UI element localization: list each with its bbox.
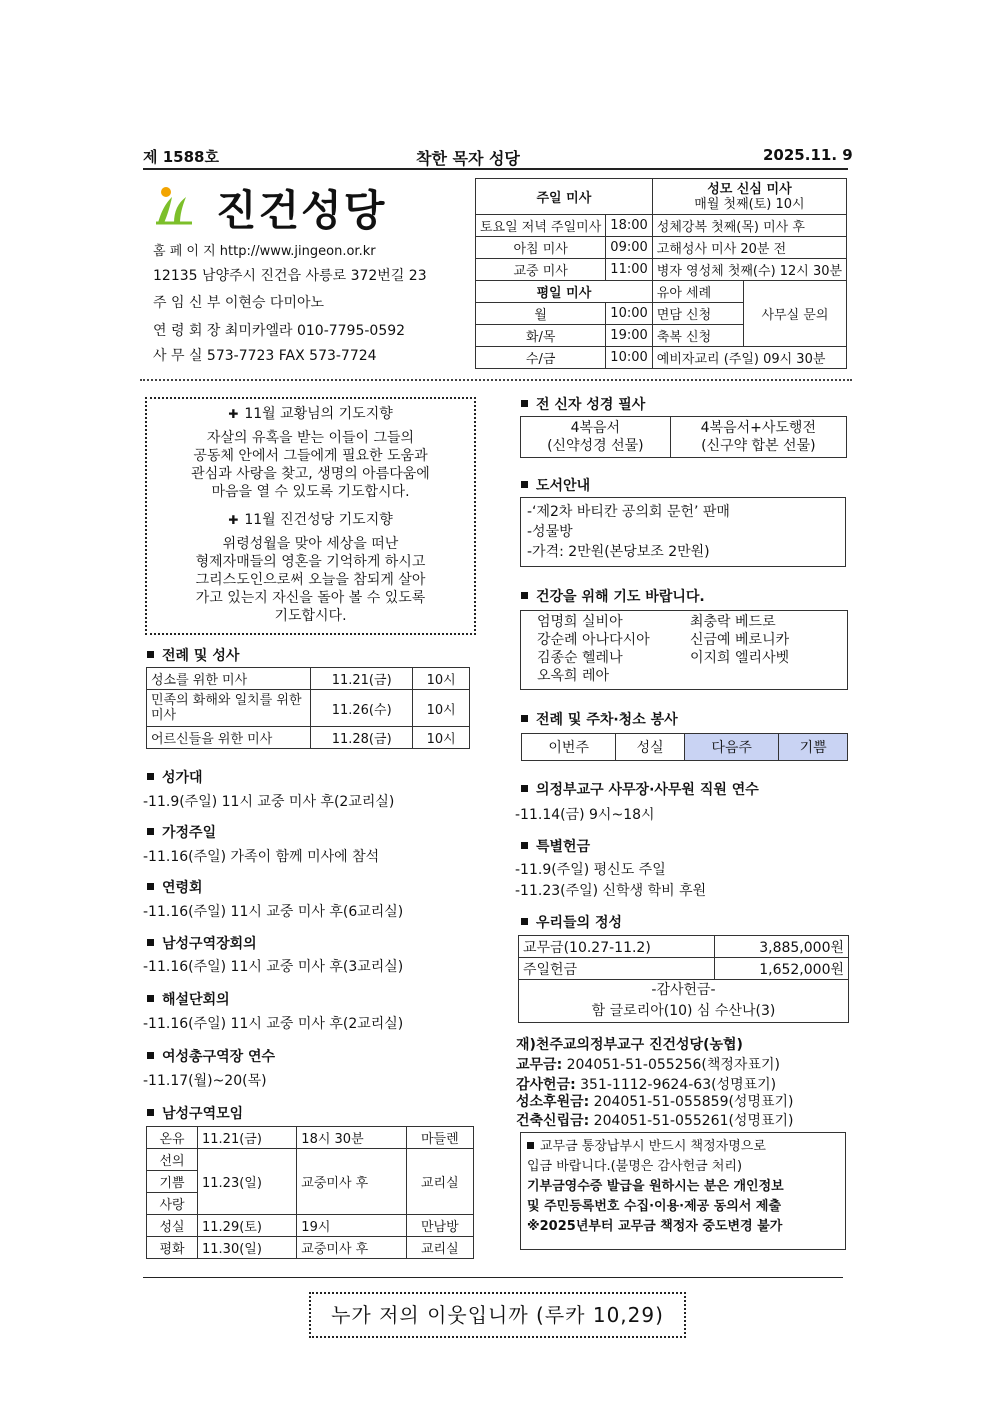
office-inquiry: 사무실 문의 bbox=[743, 281, 846, 347]
men-district-table bbox=[146, 1126, 474, 1259]
section-title-text: 남성구역장회의 bbox=[162, 936, 257, 952]
notice-line: 입금 바랍니다.(불명은 감사헌금 처리) bbox=[527, 1159, 743, 1174]
account-line bbox=[516, 1110, 794, 1130]
mass-name: 아침 미사 bbox=[476, 237, 606, 259]
section-title-text: 해설단회의 bbox=[162, 992, 230, 1008]
bullet-square-icon bbox=[147, 1052, 154, 1059]
funeral-society-title bbox=[147, 877, 203, 897]
district-name: 평화 bbox=[147, 1237, 198, 1259]
district-place: 교리실 bbox=[406, 1149, 473, 1215]
section-title-text: 가정주일 bbox=[162, 825, 217, 841]
health-box bbox=[520, 610, 848, 690]
district-date: 11.21(금) bbox=[198, 1127, 297, 1149]
district-place: 마들렌 bbox=[406, 1127, 473, 1149]
account-value: 204051-51-055256(책정자표기) bbox=[562, 1057, 780, 1073]
books-line: -성물방 bbox=[527, 524, 573, 540]
bullet-square-icon bbox=[521, 592, 528, 599]
district-time: 18시 30분 bbox=[297, 1127, 406, 1149]
commentators-text: -11.16(주일) 11시 교중 미사 후(2교리실) bbox=[143, 1016, 404, 1032]
prayer-intentions-box bbox=[145, 397, 476, 635]
district-name: 기쁨 bbox=[147, 1171, 198, 1193]
bullet-square-icon bbox=[521, 842, 528, 849]
prayer-title-1-text: 11월 교황님의 기도지향 bbox=[244, 406, 393, 422]
bullet-square-icon bbox=[521, 481, 528, 488]
liturgy-table bbox=[146, 667, 470, 749]
health-name: 강순례 아나다시아 bbox=[537, 632, 650, 648]
prayer-line: 형제자매들의 영혼을 기억하게 하시고 bbox=[195, 554, 426, 570]
weekday-name: 월 bbox=[476, 303, 606, 325]
prayer-body-2 bbox=[147, 535, 474, 625]
bullet-square-icon bbox=[147, 995, 154, 1002]
notice-line bbox=[527, 1137, 839, 1157]
pastor: 주 임 신 부 이현승 다미아노 bbox=[153, 295, 325, 311]
district-time: 교중미사 후 bbox=[297, 1237, 406, 1259]
health-col-1 bbox=[537, 613, 650, 685]
sunday-mass-header: 주일 미사 bbox=[476, 179, 653, 215]
parish-name: 진건성당 bbox=[216, 186, 387, 235]
section-title-text: 연령회 bbox=[162, 880, 203, 896]
district-name: 성실 bbox=[147, 1215, 198, 1237]
prayer-line: 공동체 안에서 그들에게 필요한 도움과 bbox=[193, 448, 428, 464]
health-name: 엄명희 실비아 bbox=[537, 614, 623, 630]
mass-time: 18:00 bbox=[606, 215, 652, 237]
books-box bbox=[520, 497, 846, 567]
account-label: 건축신립금: bbox=[516, 1113, 590, 1129]
service-title bbox=[521, 709, 678, 729]
prayer-line: 관심과 사랑을 찾고, 생명의 아름다움에 bbox=[191, 466, 430, 482]
account-label: 감사헌금: bbox=[516, 1077, 576, 1093]
cross-icon: ✚ bbox=[228, 513, 239, 527]
prayer-title-1 bbox=[147, 403, 474, 423]
district-time: 교중미사 후 bbox=[297, 1149, 406, 1215]
district-place: 교리실 bbox=[406, 1237, 473, 1259]
issue-number: 제 1588호 bbox=[143, 148, 219, 166]
mass-note: 고해성사 미사 20분 전 bbox=[652, 237, 846, 259]
special-offering-title bbox=[521, 836, 590, 856]
account-line bbox=[516, 1054, 780, 1074]
bullet-square-icon bbox=[147, 773, 154, 780]
liturgy-date: 11.28(금) bbox=[311, 727, 413, 749]
service-cell-value: 성실 bbox=[616, 734, 685, 761]
offering-table bbox=[518, 935, 849, 1023]
books-title bbox=[521, 475, 590, 495]
mass-time: 09:00 bbox=[606, 237, 652, 259]
district-date: 11.23(일) bbox=[198, 1149, 297, 1215]
issue-date: 2025.11. 9 bbox=[763, 146, 853, 164]
bullet-square-icon bbox=[521, 918, 528, 925]
special-offering-line: -11.9(주일) 평신도 주일 bbox=[515, 862, 666, 878]
liturgy-time: 10시 bbox=[413, 668, 470, 690]
district-name: 온유 bbox=[147, 1127, 198, 1149]
account-value: 204051-51-055261(성명표기) bbox=[589, 1113, 794, 1129]
prayer-line: 마음을 열 수 있도록 기도합시다. bbox=[211, 484, 410, 500]
service-cell-label: 이번주 bbox=[522, 734, 616, 761]
women-leaders-title bbox=[147, 1046, 275, 1066]
bible-option-2 bbox=[670, 417, 846, 458]
liturgy-date: 11.26(수) bbox=[311, 690, 413, 727]
weekday-time: 19:00 bbox=[606, 325, 652, 347]
address: 12135 남양주시 진건읍 사릉로 372번길 23 bbox=[153, 268, 427, 284]
offering-name: 교무금(10.27-11.2) bbox=[519, 936, 715, 958]
council-head: 연 령 회 장 최미카엘라 010-7795-0592 bbox=[153, 323, 406, 339]
section-title-text: 남성구역모임 bbox=[162, 1106, 244, 1122]
sacrament-title: 성모 신심 미사 bbox=[707, 181, 792, 197]
prayer-line: 가고 있는지 자신을 돌아 볼 수 있도록 bbox=[195, 590, 426, 606]
health-name: 신금예 베로니카 bbox=[690, 632, 790, 648]
prayer-line: 위령성월을 맞아 세상을 떠난 bbox=[222, 536, 399, 552]
liturgy-name: 성소를 위한 미사 bbox=[147, 668, 311, 690]
section-title-text: 우리들의 정성 bbox=[536, 915, 623, 931]
choir-text: -11.9(주일) 11시 교중 미사 후(2교리실) bbox=[143, 794, 395, 810]
books-line: -‘제2차 바티칸 공의회 문헌’ 판매 bbox=[527, 504, 730, 520]
offering-amount: 3,885,000원 bbox=[714, 936, 848, 958]
bullet-square-icon bbox=[147, 651, 154, 658]
funeral-society-text: -11.16(주일) 11시 교중 미사 후(6교리실) bbox=[143, 904, 404, 920]
bible-option-1-gift: (신약성경 선물) bbox=[547, 438, 644, 454]
infant-baptism: 유아 세례 bbox=[652, 281, 743, 303]
men-leaders-text: -11.16(주일) 11시 교중 미사 후(3교리실) bbox=[143, 959, 404, 975]
masthead-divider bbox=[140, 379, 852, 381]
parish-logo-icon bbox=[152, 183, 210, 228]
bullet-square-icon bbox=[147, 883, 154, 890]
men-district-title bbox=[147, 1103, 243, 1123]
liturgy-title-text: 전례 및 성사 bbox=[162, 648, 240, 664]
notice-line: ※2025년부터 교무금 책정자 중도변경 불가 bbox=[527, 1219, 783, 1234]
liturgy-time: 10시 bbox=[413, 690, 470, 727]
bible-table bbox=[520, 416, 847, 458]
parish-slogan: 착한 목자 성당 bbox=[416, 149, 520, 168]
prayer-line: 자살의 유혹을 받는 이들이 그들의 bbox=[206, 430, 415, 446]
health-title bbox=[521, 586, 705, 606]
family-sunday-text: -11.16(주일) 가족이 함께 미사에 참석 bbox=[143, 849, 380, 865]
prayer-title-2-text: 11월 진건성당 기도지향 bbox=[244, 512, 393, 528]
homepage: 홈 페 이 지 http://www.jingeon.or.kr bbox=[153, 244, 376, 259]
liturgy-date: 11.21(금) bbox=[311, 668, 413, 690]
health-name: 최충락 베드로 bbox=[690, 614, 776, 630]
bullet-square-icon bbox=[147, 939, 154, 946]
bullet-square-icon bbox=[527, 1142, 534, 1149]
prayer-body-1 bbox=[147, 429, 474, 501]
staff-training-text: -11.14(금) 9시~18시 bbox=[515, 807, 655, 823]
mass-note: 병자 영성체 첫째(수) 12시 30분 bbox=[652, 259, 846, 281]
section-title-text: 성가대 bbox=[162, 770, 203, 786]
weekday-note: 예비자교리 (주일) 09시 30분 bbox=[652, 347, 846, 369]
section-title-text: 특별헌금 bbox=[536, 839, 591, 855]
section-title-text: 의정부교구 사무장·사무원 직원 연수 bbox=[536, 782, 759, 798]
district-time: 19시 bbox=[297, 1215, 406, 1237]
staff-training-title bbox=[521, 779, 759, 799]
men-leaders-title bbox=[147, 933, 257, 953]
special-offering-line: -11.23(주일) 신학생 학비 후원 bbox=[515, 883, 707, 899]
service-cell-label-highlight: 다음주 bbox=[684, 734, 778, 761]
notice-line: 및 주민등록번호 수집·이용·제공 동의서 제출 bbox=[527, 1199, 782, 1214]
family-sunday-title bbox=[147, 822, 216, 842]
bible-option-1 bbox=[521, 417, 671, 458]
commentators-title bbox=[147, 989, 230, 1009]
account-line bbox=[516, 1091, 794, 1111]
service-cell-value-highlight: 기쁨 bbox=[779, 734, 848, 761]
notice-box bbox=[520, 1132, 846, 1250]
bank-name: 재)천주교의정부교구 진건성당(농협) bbox=[516, 1037, 743, 1053]
prayer-line: 그리스도인으로써 오늘을 참되게 살아 bbox=[195, 572, 426, 588]
bible-option-2-title: 4복음서+사도행전 bbox=[700, 420, 816, 436]
mass-schedule-table bbox=[475, 178, 847, 369]
health-name: 이지희 엘리사벳 bbox=[690, 650, 790, 666]
offering-title bbox=[521, 912, 622, 932]
footer-rule bbox=[143, 1277, 843, 1278]
books-line: -가격: 2만원(본당보조 2만원) bbox=[527, 544, 710, 560]
liturgy-name: 민족의 화해와 일치를 위한 미사 bbox=[147, 690, 311, 727]
notice-line: 기부금영수증 발급을 원하시는 분은 개인정보 bbox=[527, 1179, 784, 1194]
bible-title bbox=[521, 394, 645, 414]
weekday-name: 화/목 bbox=[476, 325, 606, 347]
sacrament-header bbox=[652, 179, 846, 215]
section-title-text: 건강을 위해 기도 바랍니다. bbox=[536, 589, 705, 605]
mass-note: 성체강복 첫째(목) 미사 후 bbox=[652, 215, 846, 237]
weekday-note: 면담 신청 bbox=[652, 303, 743, 325]
thanks-offering bbox=[519, 980, 849, 1023]
notice-text: 교무금 통장납부시 반드시 책정자명으로 bbox=[540, 1139, 766, 1154]
health-name: 김종순 헬레나 bbox=[537, 650, 623, 666]
cross-icon: ✚ bbox=[228, 407, 239, 421]
liturgy-title bbox=[147, 645, 239, 665]
mass-name: 교중 미사 bbox=[476, 259, 606, 281]
mass-name: 토요일 저녁 주일미사 bbox=[476, 215, 606, 237]
choir-title bbox=[147, 767, 203, 787]
bullet-square-icon bbox=[147, 1109, 154, 1116]
office-phone: 사 무 실 573-7723 FAX 573-7724 bbox=[153, 348, 377, 364]
mass-time: 11:00 bbox=[606, 259, 652, 281]
liturgy-name: 어르신들을 위한 미사 bbox=[147, 727, 311, 749]
district-date: 11.30(일) bbox=[198, 1237, 297, 1259]
header-rule bbox=[143, 168, 848, 170]
account-value: 204051-51-055859(성명표기) bbox=[589, 1094, 794, 1110]
thanks-title: -감사헌금- bbox=[651, 982, 716, 998]
weekday-time: 10:00 bbox=[606, 347, 652, 369]
weekday-note: 축복 신청 bbox=[652, 325, 743, 347]
section-title-text: 전 신자 성경 필사 bbox=[536, 397, 646, 413]
women-leaders-text: -11.17(월)~20(목) bbox=[143, 1073, 267, 1089]
account-value: 351-1112-9624-63(성명표기) bbox=[575, 1077, 777, 1093]
sacrament-subtitle: 매월 첫째(토) 10시 bbox=[694, 196, 805, 212]
bullet-square-icon bbox=[147, 828, 154, 835]
offering-name: 주일헌금 bbox=[519, 958, 715, 980]
account-label: 교무금: bbox=[516, 1057, 563, 1073]
bible-option-1-title: 4복음서 bbox=[570, 420, 621, 436]
district-name: 선의 bbox=[147, 1149, 198, 1171]
section-title-text: 도서안내 bbox=[536, 478, 591, 494]
health-col-2 bbox=[690, 613, 789, 667]
district-name: 사랑 bbox=[147, 1193, 198, 1215]
health-name: 오옥희 레아 bbox=[537, 668, 610, 684]
footer-verse: 누가 저의 이웃입니까 (루카 10,29) bbox=[309, 1292, 686, 1338]
section-title-text: 여성총구역장 연수 bbox=[162, 1049, 276, 1065]
prayer-line: 기도합시다. bbox=[274, 608, 347, 624]
district-date: 11.29(토) bbox=[198, 1215, 297, 1237]
weekday-time: 10:00 bbox=[606, 303, 652, 325]
section-title-text: 전례 및 주차·청소 봉사 bbox=[536, 712, 678, 728]
district-place: 만남방 bbox=[406, 1215, 473, 1237]
bible-option-2-gift: (신구약 합본 선물) bbox=[701, 438, 816, 454]
liturgy-time: 10시 bbox=[413, 727, 470, 749]
prayer-title-2 bbox=[147, 509, 474, 529]
service-table bbox=[521, 733, 848, 761]
offering-amount: 1,652,000원 bbox=[714, 958, 848, 980]
account-label: 성소후원금: bbox=[516, 1094, 590, 1110]
weekday-mass-header: 평일 미사 bbox=[476, 281, 653, 303]
thanks-names: 함 글로리아(10) 심 수산나(3) bbox=[591, 1003, 776, 1019]
bullet-square-icon bbox=[521, 715, 528, 722]
weekday-name: 수/금 bbox=[476, 347, 606, 369]
bullet-square-icon bbox=[521, 785, 528, 792]
bullet-square-icon bbox=[521, 400, 528, 407]
